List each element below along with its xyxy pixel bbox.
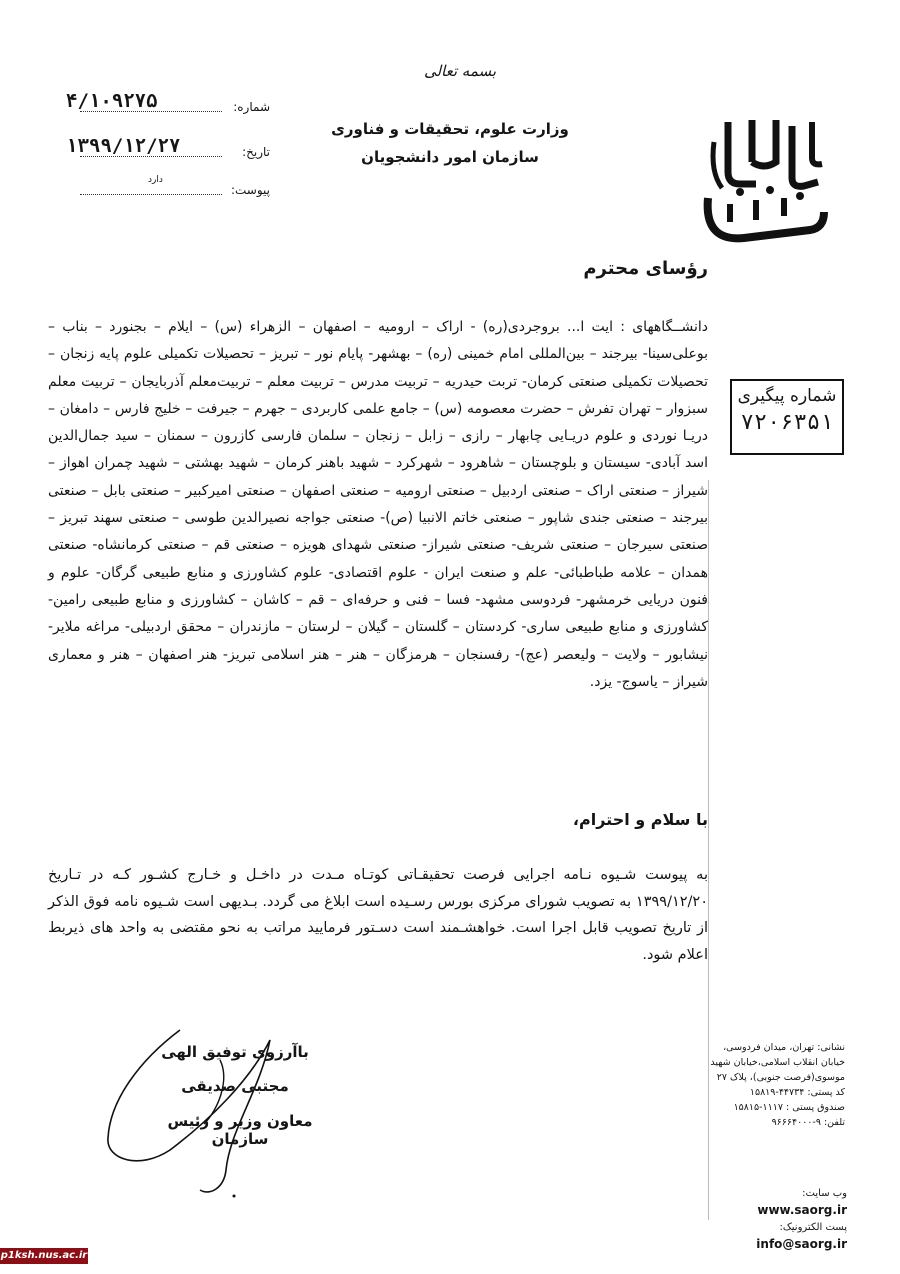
address-line: خیابان انقلاب اسلامی،خیابان شهید (710, 1057, 845, 1068)
address-line: نشانی: تهران، میدان فردوسی، (723, 1042, 845, 1053)
website-link[interactable]: www.saorg.ir (757, 1203, 847, 1217)
attachment-row (60, 175, 270, 199)
letter-date-row (60, 137, 270, 161)
website-row (712, 1186, 847, 1220)
attachment-value: دارد (148, 175, 163, 185)
letter-body: به پیوست شـیوه نـامه اجرایی فرصت تحقیقـاتی کوتـاه مـدت در داخـل و خـارج کشـور کـه در تـاریخ ۱۳۹۹/۱۲/۲۰ به تصویب شورای مرکزی بورس رسـیده است ابلاغ می گردد. بـدیهی است شـیوه نامه فوق الذکر از تاریخ تصویب قابل اجرا است. خواهشـمند است دسـتور فرمایید مراتب به نحو مقتضی به واحد های ذیربط اعلام شود. (48, 867, 708, 963)
email-row (712, 1220, 847, 1254)
source-watermark: p1ksh.nus.ac.ir (0, 1248, 88, 1264)
address-line: صندوق پستی : ۱۱۱۷-۱۵۸۱۵ (733, 1102, 845, 1113)
tracking-label: شماره پیگیری (737, 386, 837, 406)
email-label: پست الکترونیک: (779, 1222, 847, 1233)
tracking-number: ۷۲۰۶۳۵۱ (740, 410, 834, 435)
contact-web (712, 1186, 847, 1254)
website-label: وب سایت: (802, 1188, 847, 1199)
letter-number-row (60, 92, 270, 116)
address-line: کد پستی: ۴۴۷۳۴-۱۵۸۱۹ (749, 1087, 845, 1098)
recipient-list: دانشــگاههای : ایت ا... بروجردی(ره) - اراک – ارومیه – اصفهان – الزهراء (س) – ایلام – بجنورد – بناب – بوعلی‌سینا- بیرجند – بین‌المللی امام خمینی (ره) – بهشهر- پایام نور – تبریز – تحصیلات تکمیلی علوم پایه زنجان – تحصیلات تکمیلی صنعتی کرمان- تربت حیدریه – تربیت مدرس – تربیت معلم – تربیت‌معلم آذربایجان – تربیت معلم سبزوار – تهران تفرش – حضرت معصومه (س) – جامع علمی کاربردی – جهرم – جیرفت – خلیج فارس – دامغان – دریـا نوردی و علوم دریـایی چابهار – رازی – زابل – زنجان – سلمان فارسی کازرون – سمنان – سید جمال‌الدین اسد آبادی- سیستان و بلوچستان – شاهرود – شهرکرد – شهید باهنر کرمان – شهید بهشتی – شهید چمران اهواز – شیراز – صنعتی اراک – صنعتی اردبیل – صنعتی ارومیه – صنعتی اصفهان – صنعتی امیرکبیر – صنعتی بابل – صنعتی بیرجند – صنعتی جندی شاپور – صنعتی خاتم الانبیا (ص)- صنعتی جواجه نصیرالدین طوسی – صنعتی سهند تبریز – صنعتی سیرجان – صنعتی شریف- صنعتی شیراز- صنعتی شهدای هویزه – صنعتی قم – صنعتی کرمانشاه- صنعتی همدان – علامه طباطبائی- علم و صنعت ایران - علوم اقتصادی- علوم کشاورزی و منابع طبیعی گرگان- علوم و فنون دریایی خرمشهر- فردوسی مشهد- فسا – فنی و حرفه‌ای – قم – کاشان – کشاورزی و منابع طبیعی رامین- کشاورزی و منابع طبیعی ساری- کردستان – گلستان – گیلان – لرستان – مازندران – محقق اردبیلی- مراغه ملایر- نیشابور – ولایت – ولیعصر (عج)- رفسنجان – هرمزگان – هنر – هنر اسلامی تبریز- هنر اصفهان – هنر و معماری شیراز – یاسوج- یزد. (48, 319, 708, 690)
email-link[interactable]: info@saorg.ir (756, 1237, 847, 1251)
vertical-divider (708, 480, 709, 1220)
tracking-box (730, 379, 844, 455)
contact-address (710, 1040, 845, 1130)
attachment-label: پیوست: (230, 183, 270, 197)
signatory-title: معاون وزیر و رئیس سازمان (167, 1112, 313, 1148)
salutation: رؤسای محترم (583, 258, 708, 279)
signature-closing: باآرزوی توفیق الهی (161, 1043, 309, 1061)
letter-number-label: شماره: (233, 100, 270, 114)
letter-number-value: ۴/۱۰۹۲۷۵ (66, 90, 158, 112)
dotted-line (80, 194, 222, 195)
signatory-name: مجتبی صدیقی (181, 1077, 289, 1095)
greeting: با سلام و احترام، (572, 810, 708, 829)
address-line: موسوی(فرصت جنوبی)، پلاک ۲۷ (716, 1072, 845, 1083)
ministry-name: وزارت علوم، تحقیقات و فناوری (331, 120, 569, 138)
letter-date-value: ۱۳۹۹/۱۲/۲۷ (66, 135, 181, 157)
organization-name: سازمان امور دانشجویان (361, 148, 539, 166)
address-line: تلفن: ۹-۹۶۶۶۴۰۰۰ (771, 1117, 845, 1128)
basmala: بسمه تعالی (423, 62, 497, 80)
letter-date-label: تاریخ: (242, 145, 270, 159)
organization-logo (700, 112, 830, 250)
